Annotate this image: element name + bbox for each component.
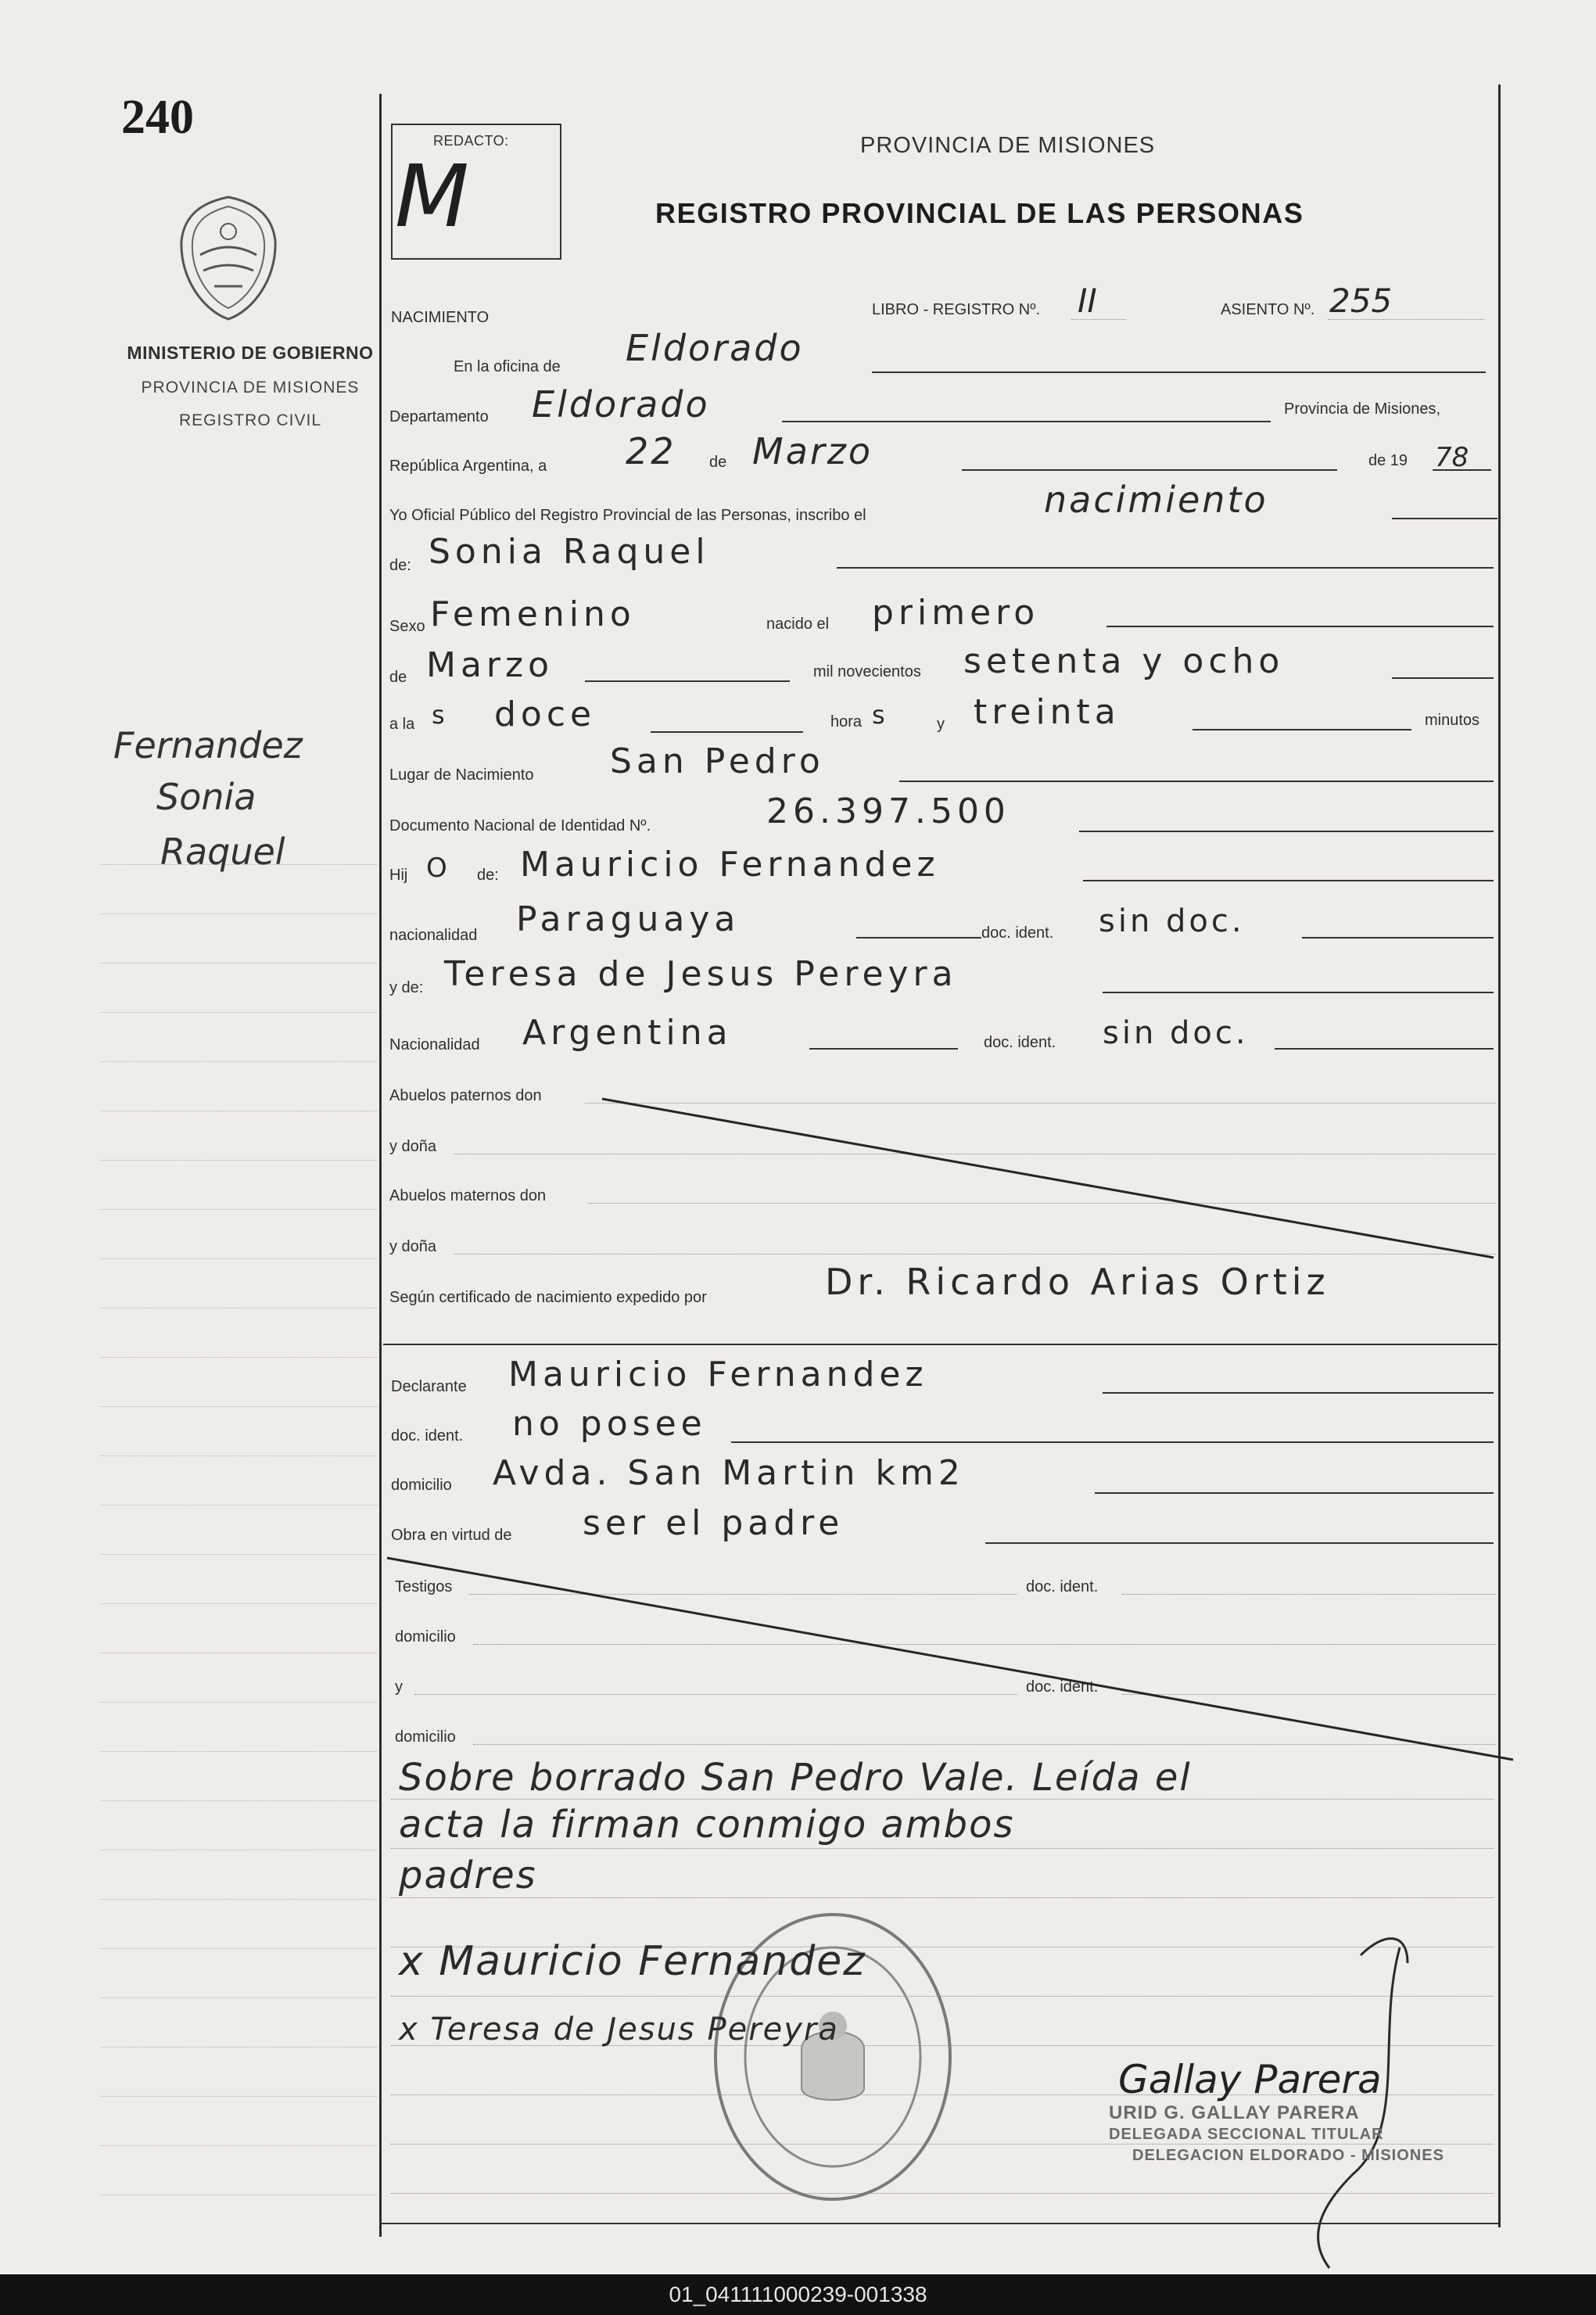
test-doc2-label: doc. ident. <box>1026 1678 1099 1696</box>
nombre-value: Sonia Raquel <box>429 532 710 572</box>
closing-line-1: Sobre borrado San Pedro Vale. Leída el <box>399 1756 1192 1800</box>
de-label: de <box>709 454 727 471</box>
redacto-label: REDACTO: <box>433 133 509 149</box>
hijo-label: Hij <box>389 867 408 884</box>
yo-oficial-label: Yo Oficial Público del Registro Provincial de las Personas, inscribo el <box>389 507 866 524</box>
redacto-initials: M <box>395 146 469 246</box>
hijo-de-label: de: <box>477 867 499 884</box>
official-office: DELEGACION ELDORADO - MISIONES <box>1132 2147 1444 2164</box>
doc-madre-label: doc. ident. <box>984 1034 1056 1051</box>
cert-value: Dr. Ricardo Arias Ortiz <box>825 1261 1330 1303</box>
acto-value: nacimiento <box>1044 479 1268 521</box>
closing-line-3: padres <box>399 1854 537 1897</box>
republica-label: República Argentina, a <box>389 458 547 475</box>
ab-mat-label: Abuelos maternos don <box>389 1187 547 1204</box>
minutos-value: treinta <box>974 692 1121 732</box>
mil-label: mil novecientos <box>813 663 921 680</box>
province-heading: PROVINCIA DE MISIONES <box>141 379 360 397</box>
horas-label: hora <box>830 713 863 730</box>
lugar-value: San Pedro <box>610 741 825 781</box>
registry-heading: REGISTRO CIVIL <box>178 411 322 429</box>
alas-label: a la <box>389 716 415 733</box>
cert-label: Según certificado de nacimiento expedido por <box>389 1289 707 1306</box>
departamento-value: Eldorado <box>532 383 710 425</box>
dni-value: 26.397.500 <box>766 791 1010 831</box>
padre-value: Mauricio Fernandez <box>520 845 940 885</box>
lugar-label: Lugar de Nacimiento <box>389 766 534 784</box>
ab-pat-label: Abuelos paternos don <box>389 1087 542 1104</box>
nac-madre-value: Argentina <box>522 1013 733 1053</box>
margin-name-surname: Fernandez <box>113 724 303 766</box>
oficina-value: Eldorado <box>626 327 804 369</box>
oficina-label: En la oficina de <box>454 358 561 375</box>
doc-padre-label: doc. ident. <box>981 924 1054 942</box>
closing-line-2: acta la firman conmigo ambos <box>399 1803 1015 1847</box>
nac-mes-label: de <box>389 669 407 686</box>
sexo-label: Sexo <box>389 618 425 635</box>
nac-padre-label: nacionalidad <box>389 927 478 944</box>
domicilio-value: Avda. San Martin km2 <box>493 1453 965 1493</box>
alas-suffix: s <box>432 700 450 730</box>
test-y-label: y <box>395 1678 403 1696</box>
test-dom2-label: domicilio <box>395 1728 456 1746</box>
nacido-label: nacido el <box>766 616 830 633</box>
signature-mother: x Teresa de Jesus Pereyra <box>399 2012 839 2048</box>
nac-madre-label: Nacionalidad <box>389 1036 480 1053</box>
asiento-value: 255 <box>1329 282 1393 320</box>
page-number: 240 <box>121 91 194 144</box>
y-label: y <box>937 716 945 733</box>
testigos-label: Testigos <box>395 1578 453 1595</box>
sexo-value: Femenino <box>430 594 636 634</box>
official-role: DELEGADA SECCIONAL TITULAR <box>1109 2126 1384 2143</box>
provincia-label: Provincia de Misiones, <box>1284 400 1441 418</box>
dni-label: Documento Nacional de Identidad Nº. <box>389 817 651 834</box>
domicilio-label: domicilio <box>391 1477 452 1494</box>
doc-decl-value: no posee <box>512 1404 707 1444</box>
minutos-label: minutos <box>1425 712 1480 729</box>
province-title: PROVINCIA DE MISIONES <box>860 133 1156 158</box>
doc-madre-value: sin doc. <box>1103 1015 1249 1051</box>
official-signature: Gallay Parera <box>1118 2057 1382 2102</box>
libro-label: LIBRO - REGISTRO Nº. <box>872 301 1041 318</box>
declarante-label: Declarante <box>391 1378 467 1395</box>
de-nombre-label: de: <box>389 557 411 574</box>
departamento-label: Departamento <box>389 408 489 425</box>
libro-value: II <box>1078 282 1097 320</box>
registry-title: REGISTRO PROVINCIAL DE LAS PERSONAS <box>655 197 1304 229</box>
official-name: URID G. GALLAY PARERA <box>1109 2102 1360 2123</box>
margin-name-first: Sonia <box>156 776 256 818</box>
hora-value: doce <box>494 694 597 734</box>
test-dom-label: domicilio <box>395 1628 456 1646</box>
footer-id-bar: 01_041111000239-001338 <box>0 2274 1596 2315</box>
ab-pat-dona-label: y doña <box>389 1138 437 1155</box>
ab-mat-dona-label: y doña <box>389 1238 437 1255</box>
horas-suffix: s <box>872 700 890 730</box>
doc-decl-label: doc. ident. <box>391 1427 464 1445</box>
declarante-value: Mauricio Fernandez <box>508 1355 928 1394</box>
nac-padre-value: Paraguaya <box>516 899 741 939</box>
margin-name-middle: Raquel <box>160 831 285 873</box>
signature-father: x Mauricio Fernandez <box>399 1938 866 1985</box>
mil-value: setenta y ocho <box>963 641 1285 681</box>
y-de-label: y de: <box>389 979 424 996</box>
section-label: NACIMIENTO <box>391 309 490 326</box>
obra-value: ser el padre <box>583 1503 845 1543</box>
test-doc-label: doc. ident. <box>1026 1578 1099 1595</box>
dia-value: 22 <box>626 430 676 472</box>
anio-label: de 19 <box>1368 452 1408 469</box>
ministry-heading: MINISTERIO DE GOBIERNO <box>127 343 374 363</box>
doc-padre-value: sin doc. <box>1099 903 1245 939</box>
mes-value: Marzo <box>752 430 873 472</box>
nacido-value: primero <box>872 593 1040 633</box>
asiento-label: ASIENTO Nº. <box>1221 301 1315 318</box>
obra-label: Obra en virtud de <box>391 1527 512 1544</box>
nac-mes-value: Marzo <box>426 645 554 685</box>
anio-value: 78 <box>1435 442 1469 473</box>
madre-value: Teresa de Jesus Pereyra <box>444 954 958 994</box>
hijo-suffix: O <box>426 852 452 884</box>
